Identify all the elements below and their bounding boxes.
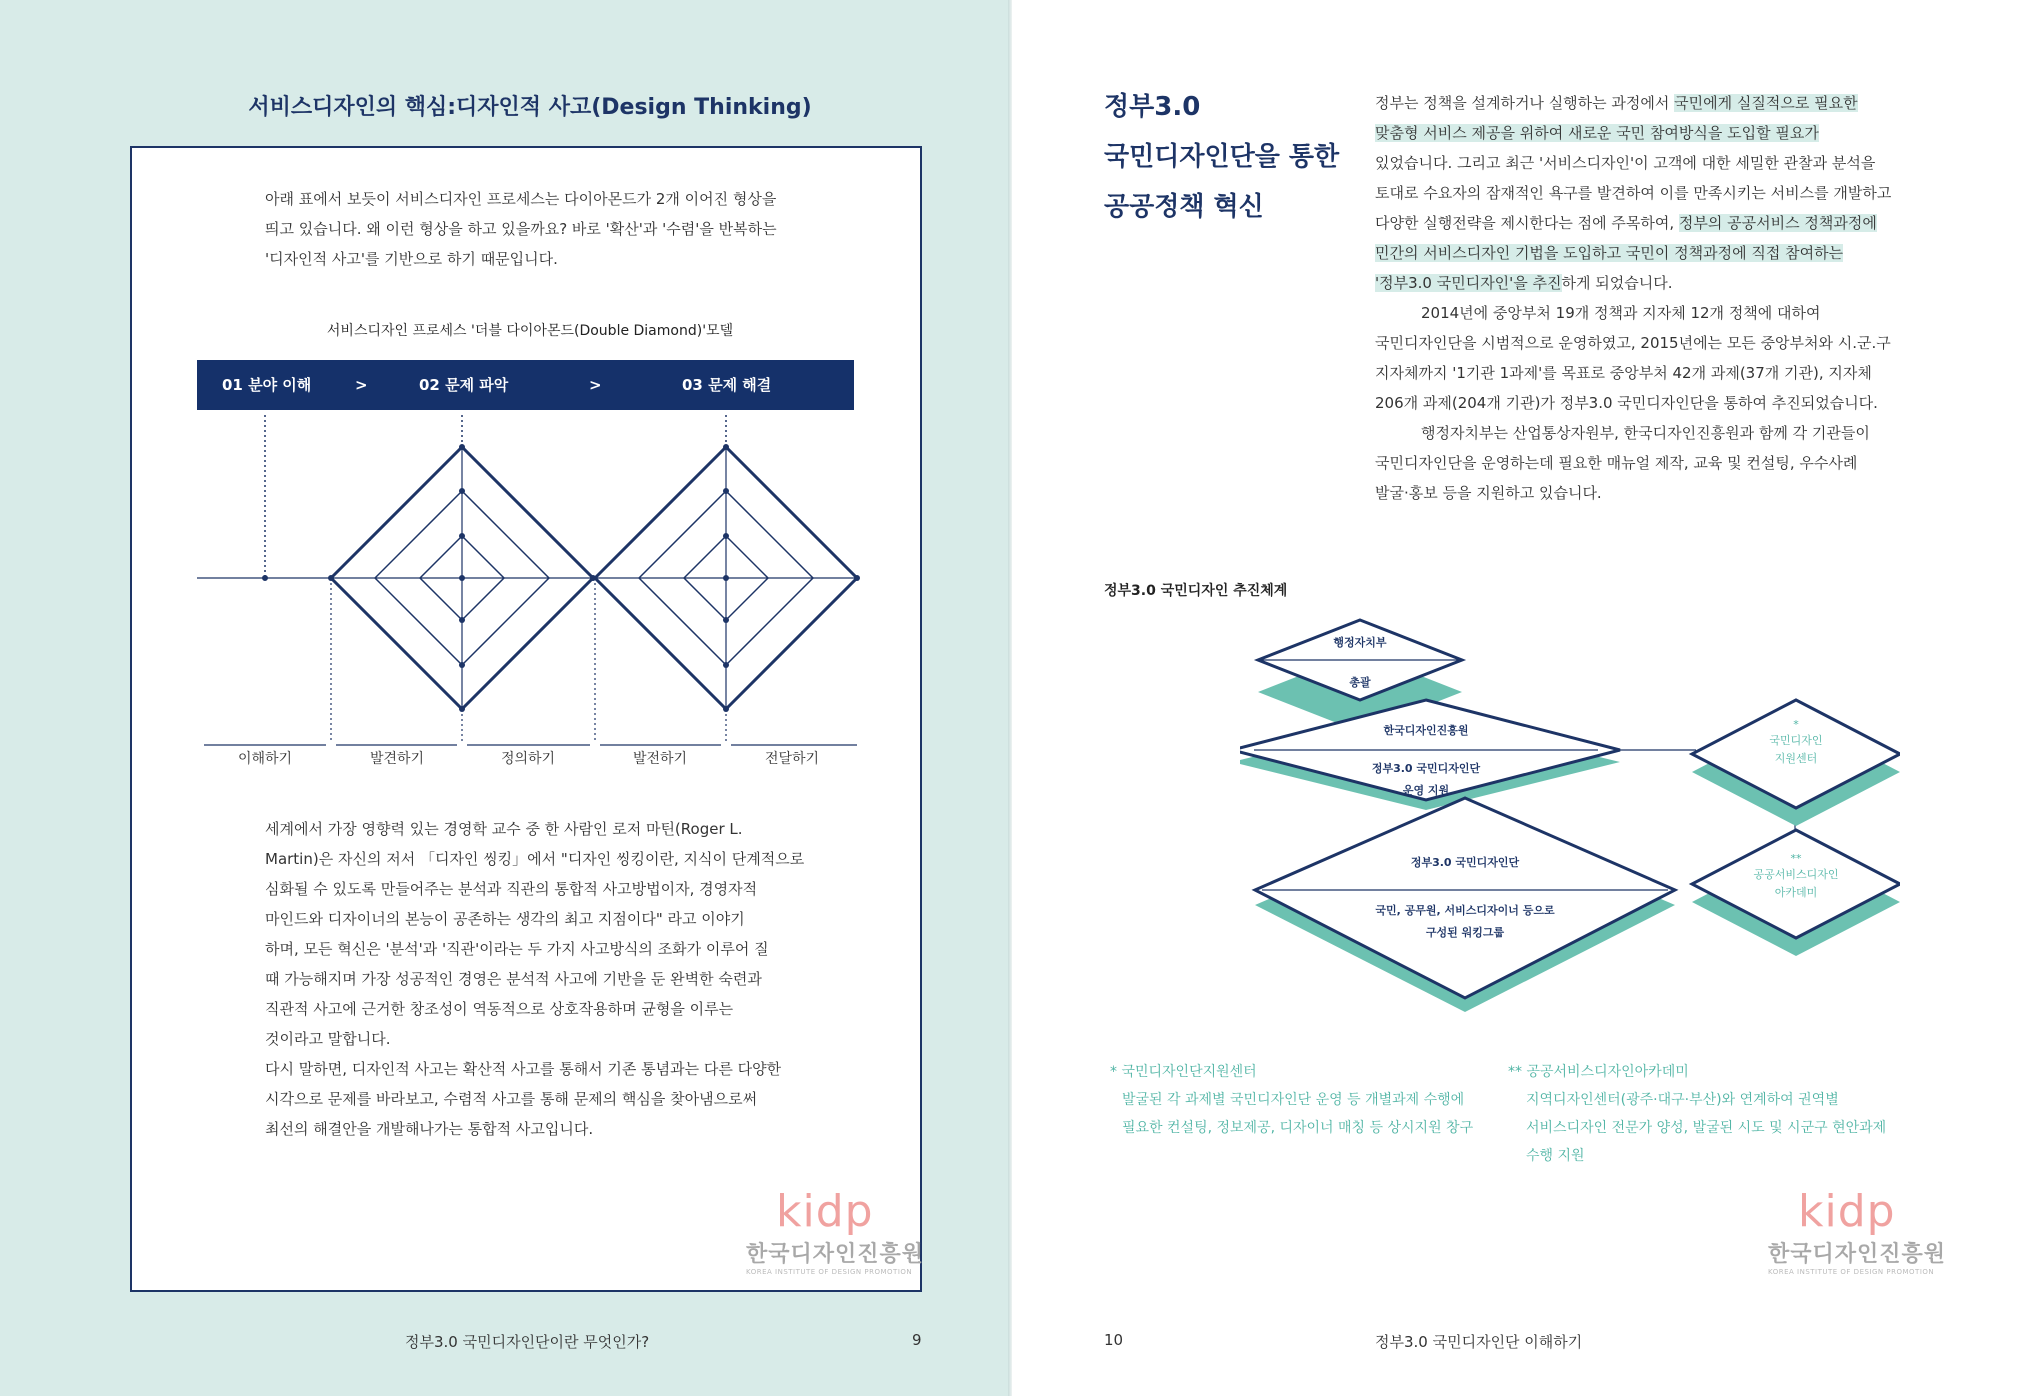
phase-label: 03 문제 해결 xyxy=(682,376,772,394)
body-line: 행정자치부는 산업통상자원부, 한국디자인진흥원과 함께 각 기관들이 xyxy=(1421,424,1870,442)
footnote-title: * 국민디자인단지원센터 xyxy=(1110,1064,1257,1080)
footer-right: 정부3.0 국민디자인단 이해하기 xyxy=(1375,1333,1583,1351)
kidp-logo-korean: 한국디자인진흥원 xyxy=(1768,1242,1947,1267)
org-label: 공공서비스디자인 xyxy=(1753,868,1839,881)
body-line: 것이라고 말합니다. xyxy=(265,1030,391,1048)
org-label: * xyxy=(1793,718,1799,731)
body-line xyxy=(1375,238,1910,268)
body-line: 심화될 수 있도록 만들어주는 분석과 직관의 통합적 사고방법이자, 경영자적 xyxy=(265,880,758,898)
body-line: 세계에서 가장 영향력 있는 경영학 교수 중 한 사람인 로저 마틴(Roger L. xyxy=(265,820,743,838)
diagram-caption: 서비스디자인 프로세스 '더블 다이아몬드(Double Diamond)'모델 xyxy=(326,323,734,339)
highlight: 맞춤형 서비스 제공을 위하여 새로운 국민 참여방식을 도입할 필요가 xyxy=(1375,124,1819,142)
footnote-center xyxy=(1110,1058,1473,1142)
phase-label: 01 분야 이해 xyxy=(222,376,312,394)
footnote-line: 필요한 컨설팅, 정보제공, 디자이너 매칭 등 상시지원 창구 xyxy=(1122,1120,1474,1136)
kidp-logo-mark: kidp xyxy=(776,1186,874,1237)
highlight: 국민에게 실질적으로 필요한 xyxy=(1674,94,1858,112)
org-chart-diagram xyxy=(1240,590,1900,1020)
org-label: 국민, 공무원, 서비스디자이너 등으로 xyxy=(1375,904,1555,917)
stage-label: 발전하기 xyxy=(632,751,688,767)
intro-line: 아래 표에서 보듯이 서비스디자인 프로세스는 다이아몬드가 2개 이어진 형상을 xyxy=(265,190,777,208)
footnote-line: 발굴된 각 과제별 국민디자인단 운영 등 개별과제 수행에 xyxy=(1122,1092,1465,1108)
org-label: 지원센터 xyxy=(1774,752,1818,765)
body-line: 2014년에 중앙부처 19개 정책과 지자체 12개 정책에 대하여 xyxy=(1421,304,1821,322)
org-label: 한국디자인진흥원 xyxy=(1383,724,1469,737)
body-line: '정부3.0 국민디자인'을 추진하게 되었습니다. xyxy=(1375,274,1673,292)
chevron-right-icon: > xyxy=(589,376,602,394)
title-line: 공공정책 혁신 xyxy=(1104,192,1264,222)
org-label: 아카데미 xyxy=(1774,886,1818,899)
body-line: 발굴·홍보 등을 지원하고 있습니다. xyxy=(1375,484,1602,502)
org-label: 행정자치부 xyxy=(1333,636,1387,649)
body-line: Martin)은 자신의 저서 「디자인 씽킹」에서 "디자인 씽킹이란, 지식이 단계적으로 xyxy=(265,850,805,868)
body-line: 지자체까지 '1기관 1과제'를 목표로 중앙부처 42개 과제(37개 기관), 지자체 xyxy=(1375,364,1872,382)
footnote-line: 지역디자인센터(광주·대구·부산)와 연계하여 권역별 xyxy=(1526,1092,1839,1108)
right-body-text xyxy=(1375,88,1910,508)
body-line: 있었습니다. 그리고 최근 '서비스디자인'이 고객에 대한 세밀한 관찰과 분석을 xyxy=(1375,154,1876,172)
footnote-line: 수행 지원 xyxy=(1526,1148,1585,1164)
double-diamond-diagram xyxy=(190,415,870,750)
academy-diamond xyxy=(1692,830,1900,938)
kidp-logo-korean: 한국디자인진흥원 xyxy=(746,1242,925,1267)
org-label: 정부3.0 국민디자인단 xyxy=(1371,762,1481,775)
org-label: 총괄 xyxy=(1349,676,1371,689)
kidp-logo-mark: kidp xyxy=(1798,1186,1896,1237)
team-diamond xyxy=(1255,798,1675,998)
body-line: 다양한 실행전략을 제시한다는 점에 주목하여, 정부의 공공서비스 정책과정에 xyxy=(1375,214,1877,232)
footer-left: 정부3.0 국민디자인단이란 무엇인가? xyxy=(405,1333,650,1351)
title-line: 국민디자인단을 통한 xyxy=(1104,142,1340,172)
title-line: 정부3.0 xyxy=(1104,92,1201,122)
stage-label: 전달하기 xyxy=(764,751,820,767)
intro-line: 띄고 있습니다. 왜 이런 형상을 하고 있을까요? 바로 '확산'과 '수렴'을 반복하는 xyxy=(265,220,777,238)
body-line: 국민디자인단을 운영하는데 필요한 매뉴얼 제작, 교육 및 컨설팅, 우수사례 xyxy=(1375,454,1858,472)
page-title-right xyxy=(1104,82,1394,232)
stage-label: 이해하기 xyxy=(237,751,293,767)
body-line: 다시 말하면, 디자인적 사고는 확산적 사고를 통해서 기존 통념과는 다른 다양한 xyxy=(265,1060,782,1078)
highlight: '정부3.0 국민디자인'을 추진 xyxy=(1375,274,1562,292)
intro-paragraph xyxy=(265,184,805,274)
phase-label: 02 문제 파악 xyxy=(419,376,509,394)
intro-line: '디자인적 사고'를 기반으로 하기 때문입니다. xyxy=(265,250,558,268)
org-label: 정부3.0 국민디자인단 xyxy=(1410,856,1520,869)
footnote-title: ** 공공서비스디자인아카데미 xyxy=(1508,1064,1689,1080)
body-line: 최선의 해결안을 개발해나가는 통합적 사고입니다. xyxy=(265,1120,594,1138)
org-label: 국민디자인 xyxy=(1769,734,1823,747)
org-chart-caption: 정부3.0 국민디자인 추진체계 xyxy=(1104,583,1288,599)
body-line: 마인드와 디자이너의 본능이 공존하는 생각의 최고 지점이다" 라고 이야기 xyxy=(265,910,745,928)
kidp-logo-left xyxy=(746,1186,924,1276)
kidp-logo-right xyxy=(1768,1186,1946,1276)
body-line: 하며, 모든 혁신은 '분석'과 '직관'이라는 두 가지 사고방식의 조화가 이루어 질 xyxy=(265,940,769,958)
org-label: 구성된 워킹그룹 xyxy=(1425,926,1505,939)
page-title-left: 서비스디자인의 핵심:디자인적 사고(Design Thinking) xyxy=(248,95,812,120)
footnote-academy xyxy=(1508,1058,1886,1170)
footnote-line: 서비스디자인 전문가 양성, 발굴된 시도 및 시군구 현안과제 xyxy=(1526,1120,1887,1136)
page-number-left: 9 xyxy=(912,1331,922,1349)
chevron-right-icon: > xyxy=(355,376,368,394)
stage-label: 발견하기 xyxy=(369,751,425,767)
body-line: 직관적 사고에 근거한 창조성이 역동적으로 상호작용하며 균형을 이루는 xyxy=(265,1000,734,1018)
kidp-logo-english: KOREA INSTITUTE OF DESIGN PROMOTION xyxy=(746,1268,913,1276)
org-label: ** xyxy=(1790,852,1802,865)
body-line: 시각으로 문제를 바라보고, 수렴적 사고를 통해 문제의 핵심을 찾아냄으로써 xyxy=(265,1090,758,1108)
body-line: 정부는 정책을 설계하거나 실행하는 과정에서 국민에게 실질적으로 필요한 xyxy=(1375,94,1858,112)
phase-bar xyxy=(197,360,854,410)
body-line: 때 가능해지며 가장 성공적인 경영은 분석적 사고에 기반을 둔 완벽한 숙련과 xyxy=(265,970,762,988)
highlight: 정부의 공공서비스 정책과정에 xyxy=(1678,214,1877,232)
body-line xyxy=(1375,118,1910,148)
body-line: 206개 과제(204개 기관)가 정부3.0 국민디자인단을 통하여 추진되었습니다. xyxy=(1375,394,1878,412)
highlight: 민간의 서비스디자인 기법을 도입하고 국민이 정책과정에 직접 참여하는 xyxy=(1375,244,1844,262)
kidp-logo-english: KOREA INSTITUTE OF DESIGN PROMOTION xyxy=(1768,1268,1935,1276)
org-label: 운영 지원 xyxy=(1402,784,1450,797)
page-number-right: 10 xyxy=(1104,1331,1124,1349)
body-line: 토대로 수요자의 잠재적인 욕구를 발견하여 이를 만족시키는 서비스를 개발하고 xyxy=(1375,184,1892,202)
body-paragraph xyxy=(265,814,805,1144)
body-line: 국민디자인단을 시범적으로 운영하였고, 2015년에는 모든 중앙부처와 시.군.구 xyxy=(1375,334,1891,352)
stage-label: 정의하기 xyxy=(500,751,556,767)
